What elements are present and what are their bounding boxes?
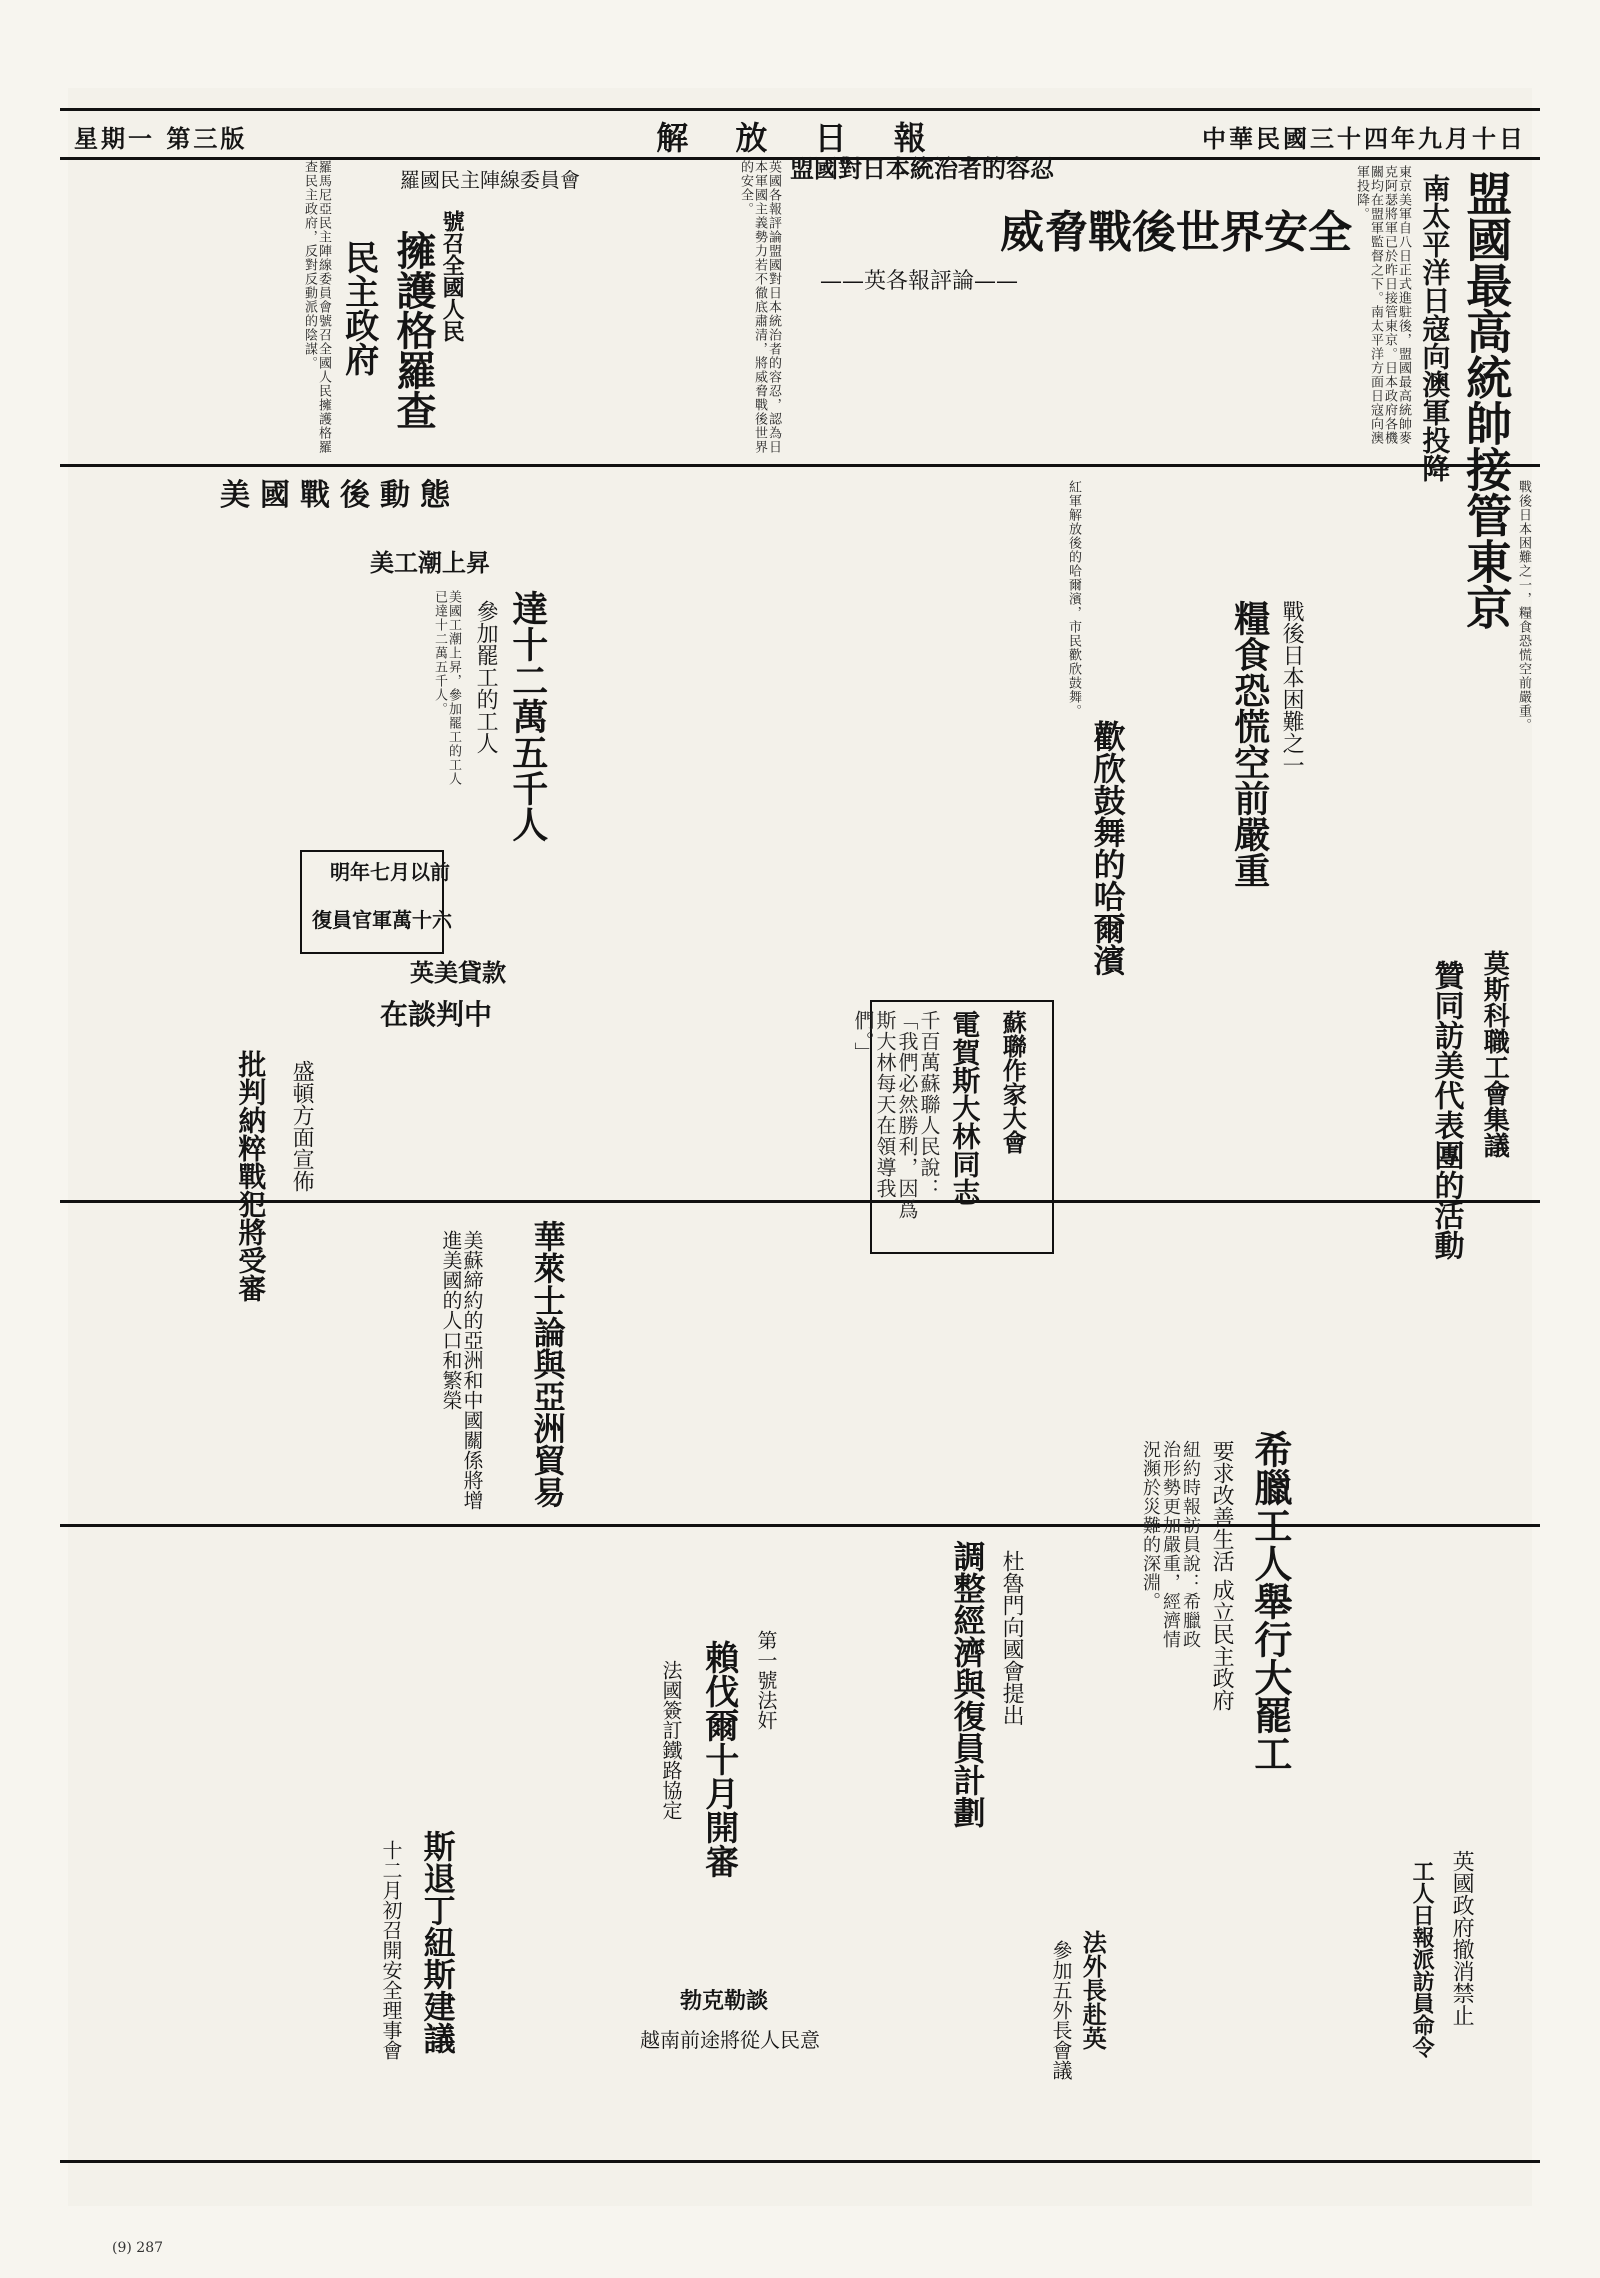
headline: 法外長赴英 bbox=[1078, 1930, 1108, 2050]
headline: 希臘工人舉行大罷工 bbox=[1247, 1430, 1293, 1772]
section-divider bbox=[60, 464, 1540, 467]
article-body: 英國各報評論盟國對日本統治者的容忍，認為日本軍國主義勢力若不徹底肅清，將威脅戰後世界的安全。 bbox=[738, 160, 781, 454]
subheadline: 杜魯門向國會提出 bbox=[999, 1550, 1025, 1726]
article-body: 美國工潮上昇，參加罷工的工人已達十二萬五千人。 bbox=[432, 590, 461, 786]
subheadline: 參加五外長會議 bbox=[1049, 1940, 1073, 2080]
kicker: 美工潮上昇 bbox=[370, 548, 490, 577]
subheadline: 參加罷工的工人 bbox=[473, 600, 499, 754]
headline: 批判納粹戰犯將受審 bbox=[234, 1050, 268, 1302]
kicker: 千百萬蘇聯人民說：「我們必然勝利，因爲斯大林每天在領導我們。」 bbox=[851, 1010, 941, 1220]
headline: 調整經濟與復員計劃 bbox=[948, 1540, 987, 1828]
headline: 華萊士論與亞洲貿易 bbox=[528, 1220, 567, 1508]
headline: 英美貸款 bbox=[410, 958, 506, 987]
headline: 工人日報派訪員命令 bbox=[1409, 1860, 1436, 2058]
headline: 盟國最高統帥接管東京 bbox=[1459, 170, 1514, 630]
kicker: 羅國民主陣線委員會 bbox=[400, 168, 580, 192]
section-banner: 美國戰後動態 bbox=[220, 478, 460, 513]
headline: 贊同訪美代表團的活動 bbox=[1428, 960, 1464, 1260]
subheadline: 戰後日本困難之一 bbox=[1279, 600, 1305, 776]
article-body: 戰後日本困難之一，糧食恐慌空前嚴重。 bbox=[1516, 480, 1531, 732]
masthead-title: 解 放 日 報 bbox=[656, 119, 944, 157]
subheadline: 在談判中 bbox=[380, 998, 493, 1031]
kicker: 蘇聯作家大會 bbox=[998, 1010, 1028, 1154]
headline: 歡欣鼓舞的哈爾濱 bbox=[1088, 720, 1127, 976]
subheadline: 越南前途將從人民意 bbox=[640, 2028, 820, 2052]
masthead-date: 中華民國三十四年九月十日 bbox=[1202, 124, 1526, 153]
headline: 勃克勒談 bbox=[680, 1988, 769, 2014]
kicker: 號召全國人民 bbox=[439, 210, 466, 342]
subheadline: 英國政府撤消禁止 bbox=[1449, 1850, 1475, 2026]
subheadline: 要求改善生活 成立民主政府 bbox=[1209, 1440, 1235, 1711]
headline: 糧食恐慌空前嚴重 bbox=[1228, 600, 1271, 888]
headline: 達十二萬五千人 bbox=[506, 590, 549, 842]
kicker: 紐約時報訪員說：希臘政治形勢更加嚴重，經濟情況瀕於災難的深淵。 bbox=[1140, 1440, 1201, 1649]
subheadline: 南太平洋日寇向澳軍投降 bbox=[1418, 174, 1452, 482]
headline: 擁護格羅查 bbox=[390, 230, 437, 430]
article-body: 紅軍解放後的哈爾濱，市民歡欣鼓舞。 bbox=[1066, 480, 1081, 718]
kicker: 第一號法奸 bbox=[754, 1630, 778, 1730]
headline: 電賀斯大林同志 bbox=[948, 1010, 982, 1206]
headline: 威脅戰後世界安全 bbox=[1000, 207, 1352, 258]
article-body bbox=[1310, 1220, 1530, 1510]
section-divider bbox=[60, 1200, 1540, 1203]
subheadline: 盛頓方面宣佈 bbox=[289, 1060, 315, 1192]
article-body bbox=[120, 1220, 420, 1510]
section-divider bbox=[60, 1524, 1540, 1527]
headline: 明年七月以前 bbox=[330, 860, 450, 884]
subheadline: 法國簽訂鐵路協定 bbox=[659, 1660, 683, 1820]
subheadline: 復員官軍萬十六 bbox=[312, 908, 452, 932]
page-footer: (9) 287 bbox=[112, 2240, 164, 2256]
subheadline: 十二月初召開安全理事會 bbox=[379, 1840, 403, 2060]
section-divider bbox=[60, 2160, 1540, 2163]
kicker: ——英各報評論—— bbox=[820, 269, 1019, 294]
subheadline: 美蘇締約的亞洲和中國關係將增進美國的人口和繁榮 bbox=[439, 1230, 484, 1510]
masthead bbox=[60, 108, 1540, 160]
article-body bbox=[1120, 950, 1410, 1190]
subheadline: 民主政府 bbox=[338, 240, 379, 376]
article-body: 羅馬尼亞民主陣線委員會號召全國人民擁護格羅查民主政府，反對反動派的陰謀。 bbox=[302, 160, 331, 454]
kicker: 莫斯科職工會集議 bbox=[1479, 950, 1510, 1158]
masthead-issue: 星期一 第三版 bbox=[74, 124, 248, 153]
headline: 賴伐爾十月開審 bbox=[698, 1640, 739, 1878]
subheadline: 盟國對日本統治者的容忍 bbox=[790, 154, 1054, 183]
headline: 斯退丁紐斯建議 bbox=[418, 1830, 457, 2054]
article-body: 東京美軍自八日正式進駐後，盟國最高統帥麥克阿瑟將軍已於昨日接管東京。日本政府各機關均在盟軍監督之下。南太平洋方面日寇向澳軍投降。 bbox=[1354, 165, 1411, 445]
